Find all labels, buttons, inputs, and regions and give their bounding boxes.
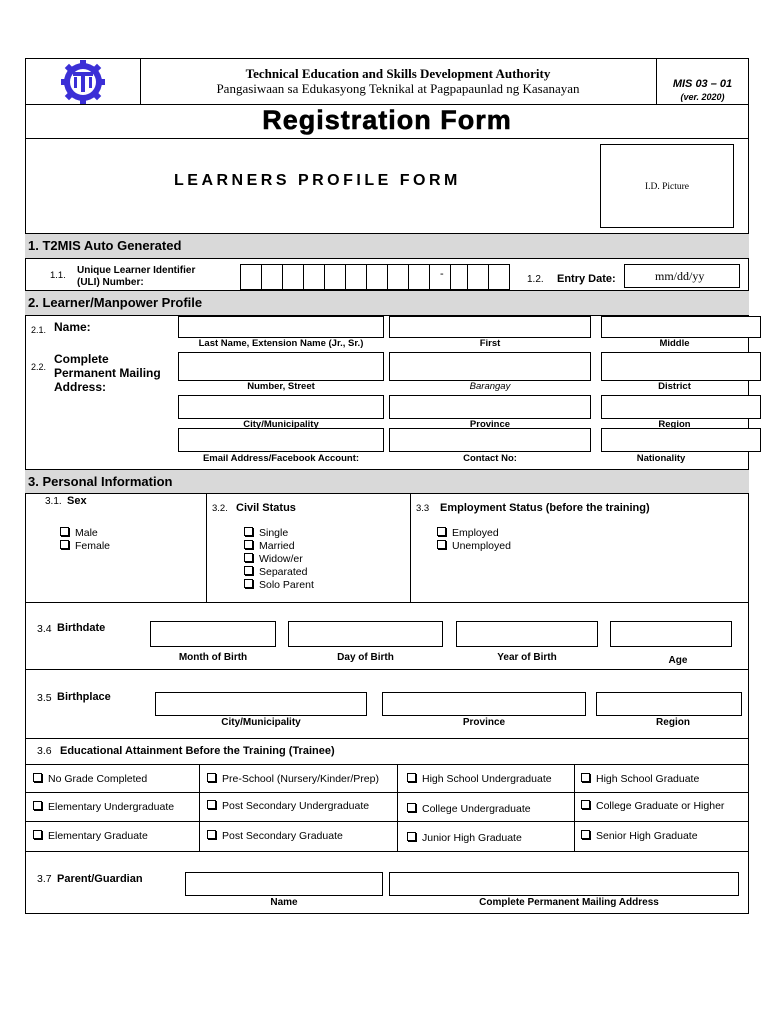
option-label: Married [259, 540, 295, 552]
education-index: 3.6 [37, 745, 52, 757]
education-label: Educational Attainment Before the Training (Trainee) [60, 745, 335, 757]
birthplace-bottom-rule [25, 738, 749, 739]
uli-cell-divider [324, 264, 325, 290]
status-divider-1 [206, 494, 207, 602]
checkbox-icon[interactable] [437, 540, 446, 549]
uli-cell-divider [345, 264, 346, 290]
checkbox-icon[interactable] [407, 773, 416, 782]
guardian-index: 3.7 [37, 873, 52, 885]
district-caption: District [658, 381, 691, 392]
edu-option-hs-undergrad[interactable] [407, 773, 552, 785]
option-label: Separated [259, 566, 308, 578]
edu-grid-rule [25, 851, 749, 852]
edu-grid-col [574, 764, 575, 851]
last-name-caption: Last Name, Extension Name (Jr., Sr.) [198, 338, 364, 349]
sex-option-male[interactable] [60, 527, 98, 539]
option-label: Single [259, 527, 289, 539]
checkbox-icon[interactable] [244, 579, 253, 588]
province-field[interactable] [389, 395, 591, 419]
guardian-name-caption: Name [270, 897, 298, 908]
name-label: Name: [54, 320, 91, 334]
guardian-name-field[interactable] [185, 872, 383, 896]
birth-month-caption: Month of Birth [178, 652, 248, 663]
edu-option-college-grad[interactable] [581, 800, 724, 812]
tesda-logo-icon [56, 60, 110, 104]
checkbox-icon[interactable] [60, 540, 69, 549]
entry-date-index: 1.2. [527, 274, 544, 285]
birth-month-field[interactable] [150, 621, 276, 647]
email-field[interactable] [178, 428, 384, 452]
option-label: Pre-School (Nursery/Kinder/Prep) [222, 773, 379, 785]
checkbox-icon[interactable] [244, 553, 253, 562]
checkbox-icon[interactable] [207, 830, 216, 839]
checkbox-icon[interactable] [581, 773, 590, 782]
guardian-label: Parent/Guardian [57, 873, 143, 885]
employment-option-unemployed[interactable] [437, 540, 511, 552]
entry-date-placeholder: mm/dd/yy [655, 269, 705, 283]
section-2-title: 2. Learner/Manpower Profile [28, 295, 203, 310]
option-label: No Grade Completed [48, 773, 148, 785]
checkbox-icon[interactable] [244, 540, 253, 549]
checkbox-icon[interactable] [60, 527, 69, 536]
checkbox-icon[interactable] [407, 832, 416, 841]
edu-grid-rule [25, 764, 749, 765]
uli-cell-divider [387, 264, 388, 290]
birthdate-label: Birthdate [57, 622, 106, 634]
birth-day-caption: Day of Birth [337, 652, 394, 663]
option-label: Employed [452, 527, 499, 539]
option-label: Post Secondary Undergraduate [222, 800, 370, 812]
age-caption: Age [668, 655, 688, 666]
checkbox-icon[interactable] [437, 527, 446, 536]
employment-index: 3.3 [416, 503, 430, 514]
edu-option-no-grade[interactable] [33, 773, 147, 785]
uli-cell-divider [366, 264, 367, 290]
city-field[interactable] [178, 395, 384, 419]
status-bottom-rule [25, 602, 749, 603]
edu-option-college-undergrad[interactable] [407, 803, 531, 815]
employment-option-employed[interactable] [437, 527, 499, 539]
form-subtitle: LEARNERS PROFILE FORM [174, 172, 461, 189]
option-label: Male [75, 527, 98, 539]
contact-no-caption: Contact No: [463, 453, 517, 464]
option-label: College Undergraduate [422, 803, 531, 815]
option-label: High School Graduate [596, 773, 700, 785]
civil-status-label: Civil Status [236, 502, 296, 514]
region-field[interactable] [601, 395, 761, 419]
option-label: Solo Parent [259, 579, 314, 591]
name-index: 2.1. [31, 325, 47, 335]
civil-option-solo-parent[interactable] [244, 579, 314, 591]
form-code: MIS 03 – 01 [672, 78, 733, 90]
district-field[interactable] [601, 352, 761, 381]
street-field[interactable] [178, 352, 384, 381]
birthplace-city-caption: City/Municipality [221, 717, 301, 728]
nationality-caption: Nationality [636, 453, 686, 464]
civil-option-widower[interactable] [244, 553, 303, 565]
birthplace-city-field[interactable] [155, 692, 367, 716]
checkbox-icon[interactable] [581, 830, 590, 839]
address-index: 2.2. [31, 362, 47, 372]
option-label: High School Undergraduate [422, 773, 552, 785]
street-caption: Number, Street [247, 381, 315, 392]
uli-cell-divider [303, 264, 304, 290]
checkbox-icon[interactable] [33, 830, 42, 839]
employment-label: Employment Status (before the training) [440, 502, 650, 514]
address-label-line2: Permanent Mailing [54, 366, 161, 380]
id-picture-label: I.D. Picture [644, 182, 690, 192]
edu-option-elem-undergrad[interactable] [33, 801, 174, 813]
birthplace-region-field[interactable] [596, 692, 742, 716]
option-label: Widow/er [259, 553, 303, 565]
birthdate-index: 3.4 [37, 623, 52, 635]
uli-cell-divider [261, 264, 262, 290]
birth-year-caption: Year of Birth [497, 652, 557, 663]
city-caption: City/Municipality [243, 419, 319, 428]
option-label: Elementary Undergraduate [48, 801, 175, 813]
edu-grid-rule [25, 821, 749, 822]
agency-name: Technical Education and Skills Development Authority [245, 66, 551, 81]
uli-label-line1: Unique Learner Identifier [77, 265, 196, 276]
sex-option-female[interactable] [60, 540, 110, 552]
checkbox-icon[interactable] [581, 800, 590, 809]
edu-option-pre-school[interactable] [207, 773, 379, 785]
edu-option-post-sec-undergrad[interactable] [207, 800, 369, 812]
contact-no-field[interactable] [389, 428, 591, 452]
edu-grid-col [397, 764, 398, 851]
form-version: (ver. 2020) [680, 92, 725, 102]
entry-date-label: Entry Date: [557, 273, 616, 285]
civil-option-single[interactable] [244, 527, 288, 539]
checkbox-icon[interactable] [207, 800, 216, 809]
checkbox-icon[interactable] [33, 773, 42, 782]
email-caption: Email Address/Facebook Account: [202, 453, 360, 464]
option-label: Junior High Graduate [422, 832, 522, 844]
barangay-caption: Barangay [469, 381, 511, 392]
civil-option-married[interactable] [244, 540, 295, 552]
barangay-field[interactable] [389, 352, 591, 381]
province-caption: Province [469, 419, 511, 428]
sex-label: Sex [67, 495, 87, 507]
birthplace-index: 3.5 [37, 692, 52, 704]
option-label: Elementary Graduate [48, 830, 148, 842]
edu-option-senior-high-grad[interactable] [581, 830, 698, 842]
section-1-title: 1. T2MIS Auto Generated [28, 238, 182, 253]
uli-cell-divider [408, 264, 409, 290]
option-label: Unemployed [452, 540, 511, 552]
option-label: Post Secondary Graduate [222, 830, 343, 842]
nationality-field[interactable] [601, 428, 761, 452]
uli-cell-divider [429, 264, 430, 290]
section-3-title: 3. Personal Information [28, 474, 173, 489]
region-caption: Region [658, 419, 691, 428]
uli-number-field[interactable] [240, 264, 510, 290]
address-label-line3: Address: [54, 380, 107, 394]
edu-option-post-sec-graduate[interactable] [207, 830, 343, 842]
edu-option-junior-high-grad[interactable] [407, 832, 522, 844]
option-label: College Graduate or Higher [596, 800, 725, 812]
birthplace-province-field[interactable] [382, 692, 586, 716]
middle-name-caption: Middle [659, 338, 690, 349]
age-field[interactable] [610, 621, 732, 647]
edu-grid-rule [25, 792, 749, 793]
uli-cell-divider [467, 264, 468, 290]
birthplace-label: Birthplace [57, 691, 111, 703]
uli-cell-divider [488, 264, 489, 290]
civil-status-index: 3.2. [212, 503, 228, 514]
checkbox-icon[interactable] [244, 527, 253, 536]
checkbox-icon[interactable] [33, 801, 42, 810]
civil-option-separated[interactable] [244, 566, 307, 578]
page-title: Registration Form [262, 105, 512, 135]
first-name-caption: First [479, 338, 501, 349]
birthplace-province-caption: Province [462, 717, 506, 728]
uli-dash: - [440, 268, 444, 280]
edu-option-hs-graduate[interactable] [581, 773, 699, 785]
option-label: Senior High Graduate [596, 830, 698, 842]
checkbox-icon[interactable] [244, 566, 253, 575]
guardian-address-caption: Complete Permanent Mailing Address [479, 897, 659, 908]
option-label: Female [75, 540, 111, 552]
middle-name-field[interactable] [601, 316, 761, 338]
uli-cell-divider [450, 264, 451, 290]
first-name-field[interactable] [389, 316, 591, 338]
checkbox-icon[interactable] [407, 803, 416, 812]
title-bottom-rule [25, 138, 749, 139]
address-label-line1: Complete [54, 352, 109, 366]
birth-day-field[interactable] [288, 621, 443, 647]
uli-cell-divider [282, 264, 283, 290]
checkbox-icon[interactable] [207, 773, 216, 782]
birthdate-bottom-rule [25, 669, 749, 670]
last-name-field[interactable] [178, 316, 384, 338]
agency-name-tagalog: Pangasiwaan sa Edukasyong Teknikal at Pagpapaunlad ng Kasanayan [216, 81, 580, 96]
birthplace-region-caption: Region [656, 717, 690, 728]
guardian-address-field[interactable] [389, 872, 739, 896]
status-divider-2 [410, 494, 411, 602]
edu-grid-col [199, 764, 200, 851]
edu-option-elem-graduate[interactable] [33, 830, 148, 842]
sex-index: 3.1. [45, 496, 62, 507]
uli-label-line2: (ULI) Number: [77, 277, 144, 288]
uli-number-index: 1.1. [50, 270, 66, 281]
birth-year-field[interactable] [456, 621, 598, 647]
